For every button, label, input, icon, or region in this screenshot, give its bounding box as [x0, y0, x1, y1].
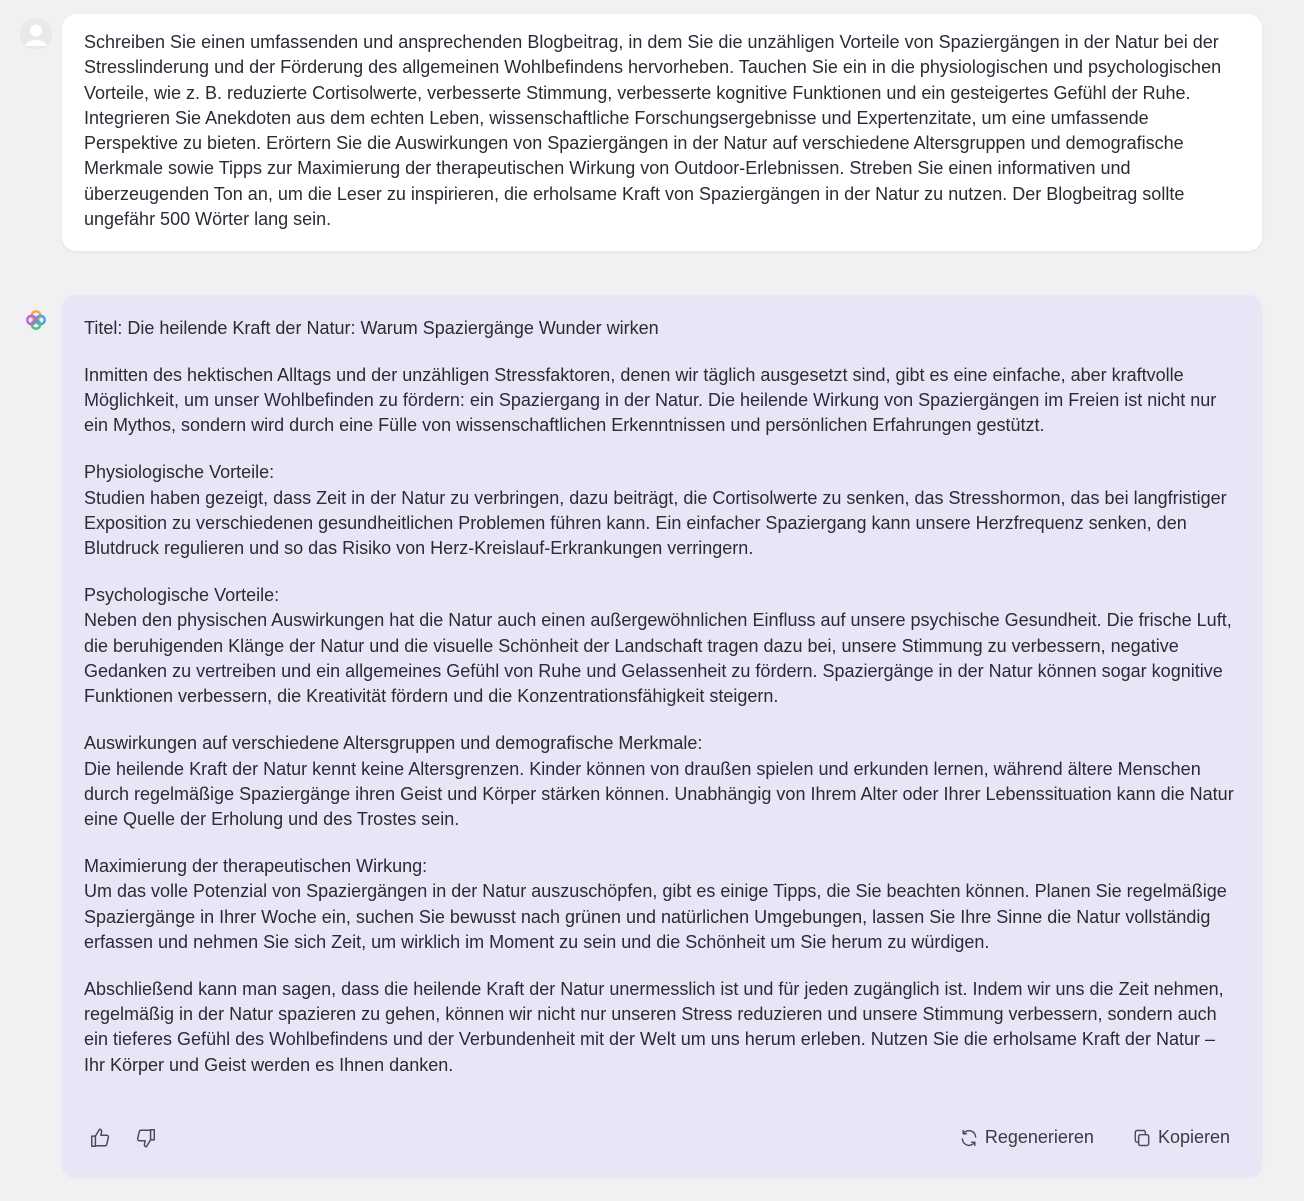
- section-heading: Auswirkungen auf verschiedene Altersgruppen und demografische Merkmale:: [84, 733, 703, 754]
- thumbs-down-button[interactable]: [130, 1122, 162, 1154]
- user-avatar: [20, 18, 52, 50]
- assistant-logo-icon: [24, 308, 48, 332]
- user-message: [62, 14, 1262, 251]
- thumbs-down-icon: [135, 1127, 157, 1149]
- thumbs-up-icon: [89, 1127, 111, 1149]
- response-section: [84, 731, 1240, 832]
- response-conclusion: Abschließend kann man sagen, dass die heilende Kraft der Natur unermesslich ist und für jeden zugänglich ist. Indem wir uns die Zeit nehmen, regelmäßig in der Natur spazieren zu gehen, können wir nicht nur unseren Stress reduzieren und unsere Stimmung verbessern, sondern auch ein tieferes Gefühl des Wohlbefindens und der Verbundenheit mit der Welt um uns herum erleben. Nutzen Sie die erholsame Kraft der Natur – Ihr Körper und Geist werden es Ihnen danken.: [84, 978, 1224, 1075]
- regenerate-button[interactable]: [959, 1125, 1094, 1150]
- response-section: [84, 854, 1240, 955]
- response-title: Titel: Die heilende Kraft der Natur: Warum Spaziergänge Wunder wirken: [84, 318, 659, 338]
- section-heading: Psychologische Vorteile:: [84, 585, 280, 606]
- copy-icon: [1132, 1128, 1152, 1148]
- feedback-actions: [84, 1122, 176, 1154]
- user-message-text: Schreiben Sie einen umfassenden und ansprechenden Blogbeitrag, in dem Sie die unzähligen Vorteile von Spaziergängen in der Natur bei der Stresslinderung und der Förderung des allgemeinen Wohlbefindens hervorheben. Tauchen Sie ein in die physiologischen und psychologischen Vorteile, wie z. B. reduzierte Cortisolwerte, verbesserte Stimmung, verbesserte kognitive Funktionen und ein gesteigertes Gefühl der Ruhe. Integrieren Sie Anekdoten aus dem echten Leben, wissenschaftliche Forschungsergebnisse und Expertenzitate, um eine umfassende Perspektive zu bieten. Erörtern Sie die Auswirkungen von Spaziergängen in der Natur auf verschiedene Altersgruppen und demografische Merkmale sowie Tipps zur Maximierung der therapeutischen Wirkung von Outdoor-Erlebnissen. Streben Sie einen informativen und überzeugenden Ton an, um die Leser zu inspirieren, die erholsame Kraft von Spaziergängen in der Natur zu nutzen. Der Blogbeitrag sollte ungefähr 500 Wörter lang sein.: [84, 32, 1222, 230]
- thumbs-up-button[interactable]: [84, 1122, 116, 1154]
- copy-button[interactable]: [1132, 1125, 1230, 1150]
- section-heading: Maximierung der therapeutischen Wirkung:: [84, 856, 428, 877]
- response-section: [84, 460, 1240, 561]
- utility-actions: [921, 1125, 1230, 1150]
- response-intro: Inmitten des hektischen Alltags und der unzähligen Stressfaktoren, denen wir täglich ausgesetzt sind, gibt es eine einfache, aber kraftvolle Möglichkeit, um unser Wohlbefinden zu fördern: ein Spaziergang in der Natur. Die heilende Wirkung von Spaziergängen im Freien ist nicht nur ein Mythos, sondern wird durch eine Fülle von wissenschaftlichen Erkenntnissen und persönlichen Erfahrungen gestützt.: [84, 364, 1217, 436]
- user-avatar-icon: [20, 18, 52, 50]
- section-body: Um das volle Potenzial von Spaziergängen in der Natur auszuschöpfen, gibt es einige Tipps, die Sie beachten können. Planen Sie regelmäßige Spaziergänge in Ihrer Woche ein, suchen Sie bewusst nach grünen und natürlichen Umgebungen, lassen Sie Ihre Sinne die Natur vollständig erfassen und nehmen Sie sich Zeit, um wirklich im Moment zu sein und die Schönheit um Sie herum zu würdigen.: [84, 881, 1227, 952]
- section-heading: Physiologische Vorteile:: [84, 462, 275, 483]
- section-body: Neben den physischen Auswirkungen hat die Natur auch einen außergewöhnlichen Einfluss auf unsere psychische Gesundheit. Die frische Luft, die beruhigenden Klänge der Natur und die visuelle Schönheit der Landschaft tragen dazu bei, unsere Stimmung zu verbessern, negative Gedanken zu vertreiben und ein allgemeines Gefühl von Ruhe und Gelassenheit zu fördern. Spaziergänge in der Natur können sogar kognitive Funktionen verbessern, die Kreativität fördern und die Konzentrationsfähigkeit steigern.: [84, 610, 1232, 707]
- assistant-message: [62, 295, 1262, 1177]
- regenerate-label: Regenerieren: [984, 1127, 1094, 1148]
- refresh-icon: [959, 1128, 979, 1148]
- message-actions: [84, 1122, 1230, 1154]
- copy-label: Kopieren: [1157, 1127, 1230, 1148]
- response-section: [84, 583, 1240, 709]
- section-body: Studien haben gezeigt, dass Zeit in der Natur zu verbringen, dazu beiträgt, die Cortisolwerte zu senken, das Stresshormon, das bei langfristiger Exposition zu verschiedenen gesundheitlichen Problemen führen kann. Ein einfacher Spaziergang kann unsere Herzfrequenz senken, den Blutdruck regulieren und so das Risiko von Herz-Kreislauf-Erkrankungen verringern.: [84, 487, 1227, 559]
- section-body: Die heilende Kraft der Natur kennt keine Altersgrenzen. Kinder können von draußen spielen und erkunden lernen, während ältere Menschen durch regelmäßige Spaziergänge ihren Geist und Körper stärken können. Unabhängig von Ihrem Alter oder Ihrer Lebenssituation kann die Natur eine Quelle der Erholung und des Trostes sein.: [84, 758, 1234, 830]
- assistant-avatar: [24, 308, 48, 332]
